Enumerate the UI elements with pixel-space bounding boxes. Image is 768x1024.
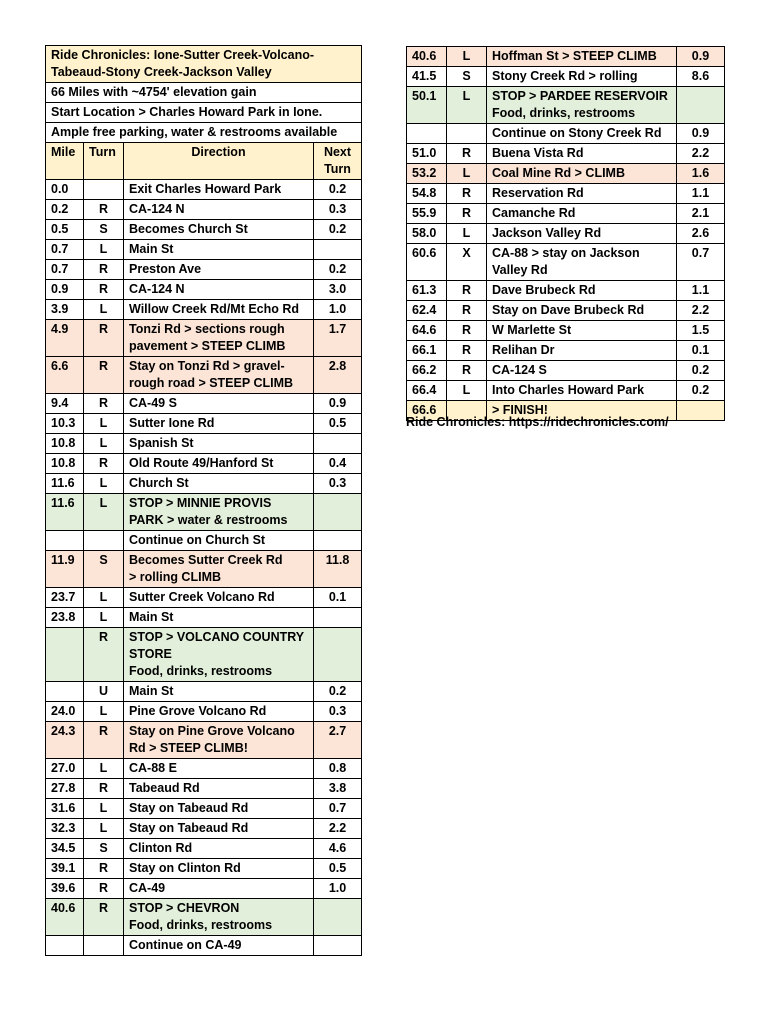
mile-cell: 31.6 [46, 799, 84, 819]
cue-row [46, 799, 362, 819]
next-turn-cell: 0.4 [314, 454, 362, 474]
mile-cell: 58.0 [407, 224, 447, 244]
next-turn-cell: 0.1 [677, 341, 725, 361]
info-row [46, 83, 362, 103]
cue-row [46, 819, 362, 839]
turn-cell: R [447, 144, 487, 164]
mile-cell: 9.4 [46, 394, 84, 414]
mile-cell: 0.5 [46, 220, 84, 240]
next-turn-cell: 1.1 [677, 281, 725, 301]
mile-cell: 39.6 [46, 879, 84, 899]
next-turn-cell: 3.0 [314, 280, 362, 300]
direction-cell: CA-124 N [124, 200, 314, 220]
cue-row [46, 722, 362, 759]
next-turn-cell: 0.1 [314, 588, 362, 608]
mile-cell [46, 628, 84, 682]
mile-cell: 24.3 [46, 722, 84, 759]
cue-row [46, 454, 362, 474]
direction-cell: Into Charles Howard Park [487, 381, 677, 401]
next-turn-cell [314, 936, 362, 956]
turn-cell [84, 936, 124, 956]
next-turn-cell: 2.8 [314, 357, 362, 394]
direction-cell: Church St [124, 474, 314, 494]
cue-row [46, 608, 362, 628]
next-turn-cell: 0.5 [314, 414, 362, 434]
next-turn-cell: 0.2 [314, 682, 362, 702]
cue-row [46, 839, 362, 859]
footer-link-text: Ride Chronicles: https://ridechronicles.com/ [406, 415, 669, 429]
mile-cell: 11.9 [46, 551, 84, 588]
cue-row [407, 244, 725, 281]
next-turn-cell [677, 87, 725, 124]
cue-row [407, 164, 725, 184]
mile-cell: 53.2 [407, 164, 447, 184]
cue-row [46, 180, 362, 200]
cue-row [46, 357, 362, 394]
mile-cell: 0.2 [46, 200, 84, 220]
turn-cell: L [447, 381, 487, 401]
next-turn-cell [314, 899, 362, 936]
cue-row [407, 381, 725, 401]
direction-cell: Main St [124, 240, 314, 260]
turn-cell: R [84, 357, 124, 394]
next-turn-cell: 1.6 [677, 164, 725, 184]
mile-cell: 66.1 [407, 341, 447, 361]
direction-cell: Exit Charles Howard Park [124, 180, 314, 200]
direction-cell: Tonzi Rd > sections rough pavement > STEEP CLIMB [124, 320, 314, 357]
next-turn-cell [677, 401, 725, 421]
turn-cell: S [84, 839, 124, 859]
turn-cell: R [447, 321, 487, 341]
mile-cell: 50.1 [407, 87, 447, 124]
turn-cell: R [84, 280, 124, 300]
mile-cell: 41.5 [407, 67, 447, 87]
turn-cell: L [84, 608, 124, 628]
distance-info: 66 Miles with ~4754' elevation gain [46, 83, 362, 103]
mile-cell: 62.4 [407, 301, 447, 321]
next-turn-cell: 2.2 [677, 144, 725, 164]
turn-cell: L [84, 240, 124, 260]
direction-cell: Sutter Creek Volcano Rd [124, 588, 314, 608]
direction-cell: Spanish St [124, 434, 314, 454]
turn-cell [447, 124, 487, 144]
turn-cell: L [84, 702, 124, 722]
direction-cell: Stay on Clinton Rd [124, 859, 314, 879]
direction-cell: Continue on CA-49 [124, 936, 314, 956]
direction-cell: W Marlette St [487, 321, 677, 341]
next-turn-cell [314, 628, 362, 682]
cue-row [46, 879, 362, 899]
mile-cell [407, 124, 447, 144]
cue-row [407, 87, 725, 124]
mile-cell: 40.6 [46, 899, 84, 936]
cue-row [46, 682, 362, 702]
cue-row [46, 240, 362, 260]
direction-cell: Reservation Rd [487, 184, 677, 204]
header-row [46, 143, 362, 180]
parking-info: Ample free parking, water & restrooms available [46, 123, 362, 143]
turn-cell: R [84, 779, 124, 799]
cue-row [407, 67, 725, 87]
direction-cell: Main St [124, 608, 314, 628]
cue-row [46, 779, 362, 799]
turn-cell: S [84, 220, 124, 240]
cue-row [46, 220, 362, 240]
mile-header: Mile [46, 143, 84, 180]
next-turn-cell: 0.9 [314, 394, 362, 414]
info-row [46, 103, 362, 123]
turn-cell: L [84, 799, 124, 819]
direction-cell: Becomes Sutter Creek Rd > rolling CLIMB [124, 551, 314, 588]
mile-cell: 4.9 [46, 320, 84, 357]
cue-row [46, 936, 362, 956]
direction-cell: Dave Brubeck Rd [487, 281, 677, 301]
direction-cell: CA-88 > stay on Jackson Valley Rd [487, 244, 677, 281]
cue-row [46, 494, 362, 531]
direction-cell: Relihan Dr [487, 341, 677, 361]
direction-cell: Stay on Tabeaud Rd [124, 799, 314, 819]
cue-row [46, 474, 362, 494]
cue-row [407, 281, 725, 301]
cue-row [46, 200, 362, 220]
next-turn-cell: 1.5 [677, 321, 725, 341]
next-turn-cell: 1.0 [314, 879, 362, 899]
mile-cell: 3.9 [46, 300, 84, 320]
turn-cell [84, 531, 124, 551]
mile-cell [46, 936, 84, 956]
cue-row [46, 434, 362, 454]
mile-cell: 11.6 [46, 494, 84, 531]
cue-row [407, 144, 725, 164]
cue-row [46, 414, 362, 434]
next-turn-cell: 0.3 [314, 474, 362, 494]
next-turn-header: Next Turn [314, 143, 362, 180]
next-turn-cell [314, 531, 362, 551]
mile-cell: 55.9 [407, 204, 447, 224]
turn-cell: R [84, 899, 124, 936]
direction-cell: Stay on Tonzi Rd > gravel- rough road > STEEP CLIMB [124, 357, 314, 394]
turn-cell: L [84, 494, 124, 531]
direction-cell: Continue on Stony Creek Rd [487, 124, 677, 144]
mile-cell: 34.5 [46, 839, 84, 859]
next-turn-cell: 2.2 [677, 301, 725, 321]
turn-cell: R [84, 628, 124, 682]
mile-cell: 66.6 [407, 401, 447, 421]
turn-cell: L [84, 819, 124, 839]
cue-row [407, 224, 725, 244]
turn-cell: S [84, 551, 124, 588]
turn-cell: R [84, 454, 124, 474]
direction-cell: Old Route 49/Hanford St [124, 454, 314, 474]
cue-row [46, 899, 362, 936]
mile-cell: 0.7 [46, 240, 84, 260]
mile-cell [46, 531, 84, 551]
next-turn-cell: 0.2 [314, 260, 362, 280]
turn-cell: L [84, 414, 124, 434]
mile-cell: 27.8 [46, 779, 84, 799]
mile-cell: 6.6 [46, 357, 84, 394]
mile-cell: 23.7 [46, 588, 84, 608]
direction-cell: Stay on Dave Brubeck Rd [487, 301, 677, 321]
next-turn-cell: 2.6 [677, 224, 725, 244]
mile-cell: 66.4 [407, 381, 447, 401]
mile-cell [46, 682, 84, 702]
turn-cell: L [447, 87, 487, 124]
next-turn-cell: 0.9 [677, 47, 725, 67]
mile-cell: 24.0 [46, 702, 84, 722]
next-turn-cell [314, 434, 362, 454]
direction-cell: Preston Ave [124, 260, 314, 280]
mile-cell: 10.8 [46, 434, 84, 454]
turn-cell: R [447, 341, 487, 361]
turn-cell: L [84, 759, 124, 779]
next-turn-cell: 0.2 [314, 180, 362, 200]
next-turn-cell: 0.5 [314, 859, 362, 879]
direction-cell: Becomes Church St [124, 220, 314, 240]
cue-row [407, 204, 725, 224]
cue-sheet-table-right [406, 46, 725, 421]
cue-row [46, 260, 362, 280]
mile-cell: 32.3 [46, 819, 84, 839]
turn-cell: R [84, 260, 124, 280]
mile-cell: 0.0 [46, 180, 84, 200]
next-turn-cell: 1.0 [314, 300, 362, 320]
direction-cell: Camanche Rd [487, 204, 677, 224]
next-turn-cell: 0.7 [677, 244, 725, 281]
next-turn-cell [314, 608, 362, 628]
mile-cell: 10.3 [46, 414, 84, 434]
turn-cell: R [84, 200, 124, 220]
direction-cell: Main St [124, 682, 314, 702]
next-turn-cell: 2.7 [314, 722, 362, 759]
route-title: Ride Chronicles: Ione-Sutter Creek-Volcano- Tabeaud-Stony Creek-Jackson Valley [46, 46, 362, 83]
next-turn-cell [314, 240, 362, 260]
direction-cell: Stony Creek Rd > rolling [487, 67, 677, 87]
direction-cell: STOP > VOLCANO COUNTRY STORE Food, drinks, restrooms [124, 628, 314, 682]
mile-cell: 66.2 [407, 361, 447, 381]
cue-row [46, 628, 362, 682]
turn-cell: U [84, 682, 124, 702]
turn-cell: L [447, 47, 487, 67]
cue-row [46, 531, 362, 551]
mile-cell: 60.6 [407, 244, 447, 281]
direction-cell: CA-88 E [124, 759, 314, 779]
turn-cell: R [84, 722, 124, 759]
cue-row [407, 301, 725, 321]
turn-cell: R [447, 204, 487, 224]
next-turn-cell: 0.8 [314, 759, 362, 779]
mile-cell: 61.3 [407, 281, 447, 301]
direction-cell: STOP > MINNIE PROVIS PARK > water & restrooms [124, 494, 314, 531]
info-row [46, 123, 362, 143]
direction-cell: Willow Creek Rd/Mt Echo Rd [124, 300, 314, 320]
cue-row [46, 300, 362, 320]
direction-cell: Sutter Ione Rd [124, 414, 314, 434]
next-turn-cell: 1.1 [677, 184, 725, 204]
cue-row [407, 361, 725, 381]
direction-cell: Stay on Tabeaud Rd [124, 819, 314, 839]
next-turn-cell: 0.2 [677, 361, 725, 381]
turn-cell: R [84, 859, 124, 879]
direction-cell: CA-124 N [124, 280, 314, 300]
turn-cell: L [84, 300, 124, 320]
mile-cell: 0.9 [46, 280, 84, 300]
turn-cell: R [84, 879, 124, 899]
turn-cell: R [447, 361, 487, 381]
mile-cell: 11.6 [46, 474, 84, 494]
turn-cell: R [84, 320, 124, 357]
direction-cell: CA-124 S [487, 361, 677, 381]
cue-row [46, 320, 362, 357]
mile-cell: 23.8 [46, 608, 84, 628]
direction-cell: CA-49 S [124, 394, 314, 414]
next-turn-cell: 0.3 [314, 200, 362, 220]
turn-cell: L [447, 164, 487, 184]
turn-cell: L [447, 224, 487, 244]
cue-row [46, 859, 362, 879]
direction-cell: Buena Vista Rd [487, 144, 677, 164]
mile-cell: 0.7 [46, 260, 84, 280]
direction-cell: Hoffman St > STEEP CLIMB [487, 47, 677, 67]
mile-cell: 54.8 [407, 184, 447, 204]
direction-cell: Clinton Rd [124, 839, 314, 859]
next-turn-cell: 11.8 [314, 551, 362, 588]
next-turn-cell: 0.2 [677, 381, 725, 401]
start-location: Start Location > Charles Howard Park in Ione. [46, 103, 362, 123]
cue-row [46, 551, 362, 588]
cue-row [46, 759, 362, 779]
direction-cell: Stay on Pine Grove Volcano Rd > STEEP CLIMB! [124, 722, 314, 759]
next-turn-cell: 0.9 [677, 124, 725, 144]
direction-cell: > FINISH! [487, 401, 677, 421]
next-turn-cell: 1.7 [314, 320, 362, 357]
next-turn-cell: 4.6 [314, 839, 362, 859]
cue-row [407, 321, 725, 341]
cue-row [46, 394, 362, 414]
cue-row [407, 47, 725, 67]
title-row [46, 46, 362, 83]
turn-cell: L [84, 434, 124, 454]
cue-row [407, 341, 725, 361]
turn-cell: R [84, 394, 124, 414]
mile-cell: 40.6 [407, 47, 447, 67]
next-turn-cell [314, 494, 362, 531]
direction-cell: Coal Mine Rd > CLIMB [487, 164, 677, 184]
direction-cell: Pine Grove Volcano Rd [124, 702, 314, 722]
mile-cell: 10.8 [46, 454, 84, 474]
cue-row [407, 184, 725, 204]
next-turn-cell: 0.3 [314, 702, 362, 722]
next-turn-cell: 0.2 [314, 220, 362, 240]
turn-cell: R [447, 301, 487, 321]
turn-cell: S [447, 67, 487, 87]
direction-cell: CA-49 [124, 879, 314, 899]
next-turn-cell: 0.7 [314, 799, 362, 819]
cue-row [46, 588, 362, 608]
turn-cell: L [84, 474, 124, 494]
turn-cell: L [84, 588, 124, 608]
next-turn-cell: 2.2 [314, 819, 362, 839]
direction-cell: STOP > PARDEE RESERVOIR Food, drinks, restrooms [487, 87, 677, 124]
direction-cell: Continue on Church St [124, 531, 314, 551]
next-turn-cell: 8.6 [677, 67, 725, 87]
turn-cell: R [447, 281, 487, 301]
mile-cell: 39.1 [46, 859, 84, 879]
turn-cell: X [447, 244, 487, 281]
cue-row [46, 702, 362, 722]
turn-cell: R [447, 184, 487, 204]
direction-cell: STOP > CHEVRON Food, drinks, restrooms [124, 899, 314, 936]
direction-cell: Jackson Valley Rd [487, 224, 677, 244]
direction-header: Direction [124, 143, 314, 180]
mile-cell: 27.0 [46, 759, 84, 779]
mile-cell: 51.0 [407, 144, 447, 164]
cue-sheet-table-left [45, 45, 362, 956]
cue-row [46, 280, 362, 300]
next-turn-cell: 2.1 [677, 204, 725, 224]
next-turn-cell: 3.8 [314, 779, 362, 799]
mile-cell: 64.6 [407, 321, 447, 341]
turn-header: Turn [84, 143, 124, 180]
direction-cell: Tabeaud Rd [124, 779, 314, 799]
cue-row [407, 124, 725, 144]
turn-cell [84, 180, 124, 200]
